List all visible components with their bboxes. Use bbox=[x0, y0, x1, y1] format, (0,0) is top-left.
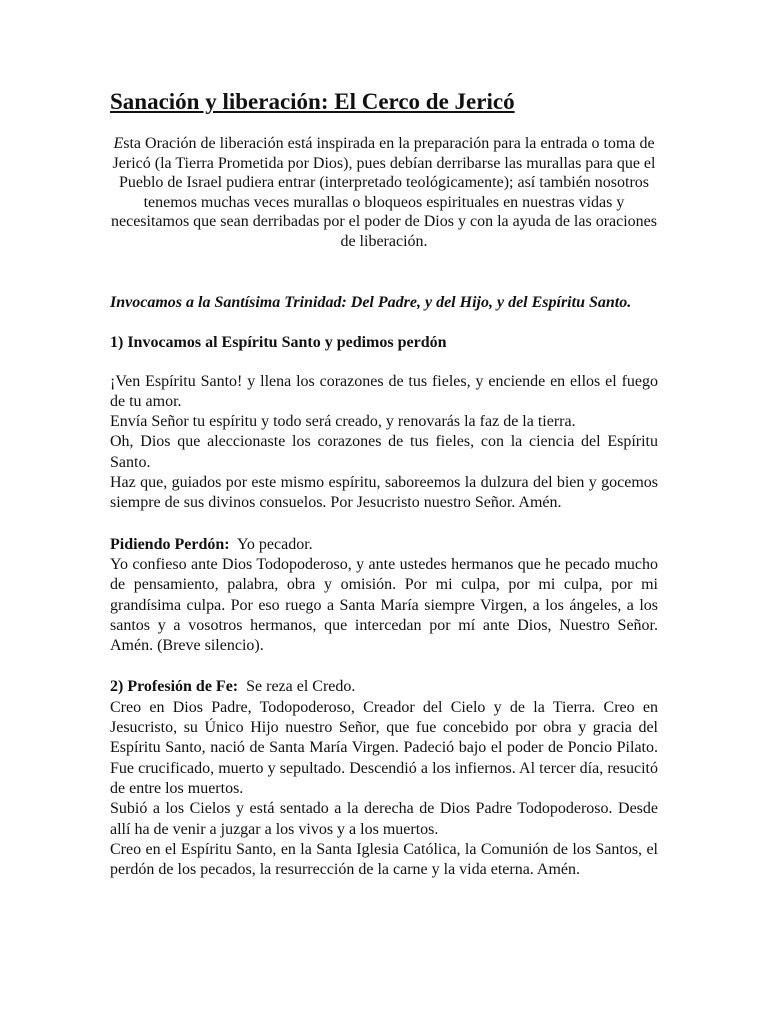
section1-body bbox=[110, 372, 658, 514]
pidiendo-perdon-label: Pidiendo Perdón: bbox=[110, 535, 230, 553]
section2-heading-line bbox=[110, 677, 658, 697]
section2-label: 2) Profesión de Fe: bbox=[110, 678, 239, 696]
invocation-text: Invocamos a la Santísima Trinidad: Del Padre, y del Hijo, y del Espíritu Santo. bbox=[110, 293, 632, 311]
section2-paragraph: Creo en el Espíritu Santo, en la Santa Iglesia Católica, la Comunión de los Santos, el perdón de los pecados, la resurrección de la carne y la vida eterna. Amén. bbox=[110, 840, 658, 879]
pidiendo-perdon-text: Yo confieso ante Dios Todopoderoso, y ante ustedes hermanos que he pecado mucho de pensamiento, palabra, obra y omisión. Por mi culpa, por mi culpa, por mi grandísima culpa. Por eso ruego a Santa María siempre Virgen, a los ángeles, a los santos y a vosotros hermanos, que intercedan por mí ante Dios, Nuestro Señor. Amén. (Breve silencio). bbox=[110, 555, 658, 655]
intro-first-letter: E bbox=[113, 135, 124, 152]
pidiendo-perdon-heading-line bbox=[110, 535, 658, 555]
section2-paragraph: Subió a los Cielos y está sentado a la derecha de Dios Padre Todopoderoso. Desde allí ha de venir a juzgar a los vivos y a los muertos. bbox=[110, 800, 658, 838]
pidiendo-perdon-subtitle: Yo pecador. bbox=[236, 535, 313, 553]
section2-block bbox=[110, 677, 658, 880]
section2-paragraph: Creo en Dios Padre, Todopoderoso, Creador del Cielo y de la Tierra. Creo en Jesucristo, su Único Hijo nuestro Señor, que fue concebido por obra y gracia del Espíritu Santo, nació de Santa María Virgen. Padeció bajo el poder de Poncio Pilato. Fue crucificado, muerto y sepultado. Descendió a los infiernos. Al tercer día, resucitó de entre los muertos. bbox=[110, 698, 658, 797]
intro-paragraph bbox=[110, 134, 658, 252]
section2-subtitle: Se reza el Credo. bbox=[246, 678, 356, 696]
page-title: Sanación y liberación: El Cerco de Jericó bbox=[110, 89, 515, 114]
pidiendo-perdon-block bbox=[110, 535, 658, 657]
section1-paragraph: Oh, Dios que aleccionaste los corazones de tus fieles, con la ciencia del Espíritu Santo. bbox=[110, 433, 658, 471]
intro-text: sta Oración de liberación está inspirada en la preparación para la entrada o toma de Jericó (la Tierra Prometida por Dios), pues debían derribarse las murallas para que el Pueblo de Israel pudiera entrar (interpretado teológicamente); así también nosotros tenemos muchas veces murallas o bloqueos espirituales en nuestras vidas y necesitamos que sean derribadas por el poder de Dios y con la ayuda de las oraciones de liberación. bbox=[110, 135, 658, 250]
section1-paragraph: ¡Ven Espíritu Santo! y llena los corazones de tus fieles, y enciende en ellos el fuego de tu amor. bbox=[110, 372, 658, 410]
section1-paragraph: Envía Señor tu espíritu y todo será creado, y renovarás la faz de la tierra. bbox=[110, 413, 576, 431]
section1-heading: 1) Invocamos al Espíritu Santo y pedimos perdón bbox=[110, 333, 447, 351]
section1-paragraph: Haz que, guiados por este mismo espíritu, saboreemos la dulzura del bien y gocemos siempre de sus divinos consuelos. Por Jesucristo nuestro Señor. Amén. bbox=[110, 474, 658, 512]
